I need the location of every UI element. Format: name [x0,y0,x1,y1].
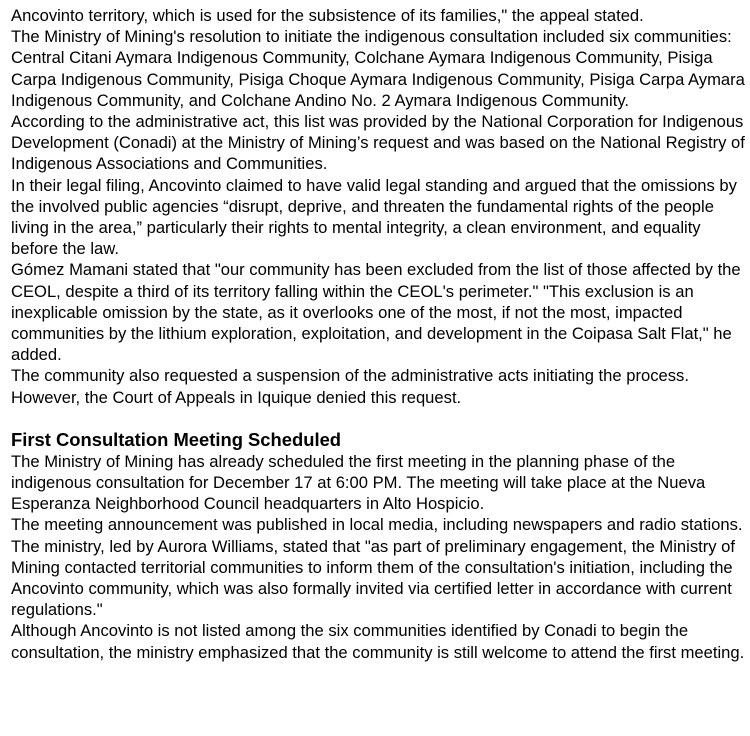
section-spacer [11,408,750,429]
paragraph-welcome: Although Ancovinto is not listed among the six communities identified by Conadi to begin the consultation, the ministry emphasized that the community is still welcome to attend the first meeting. [11,621,745,662]
paragraph-legal-filing: In their legal filing, Ancovinto claimed to have valid legal standing and argued that the omissions by the involved public agencies “disrupt, deprive, and threaten the fundamental rights of the people living in the area,” particularly their rights to mental integrity, a clean environment, and equality before the law. [11,175,737,259]
paragraph-ministry-resolution: The Ministry of Mining's resolution to initiate the indigenous consultation included six communities: Central Citani Aymara Indigenous Community, Colchane Aymara Indigenous Community, Pisiga Carpa Indigenous Community, Pisiga Choque Aymara Indigenous Community, Pisiga Carpa Aymara Indigenous Community, and Colchane Andino No. 2 Aymara Indigenous Community. [11,27,745,110]
paragraph-first-meeting: The Ministry of Mining has already scheduled the first meeting in the planning phase of the indigenous consultation for December 17 at 6:00 PM. The meeting will take place at the Nueva Esperanza Neighborhood Council headquarters in Alto Hospicio. [11,451,706,514]
paragraph-suspension-request: The community also requested a suspension of the administrative acts initiating the process. However, the Court of Appeals in Iquique denied this request. [11,366,689,407]
paragraph-gomez-mamani: Gómez Mamani stated that "our community has been excluded from the list of those affected by the CEOL, despite a third of its territory falling within the CEOL's perimeter." "This exclusion is an inexplicable omission by the state, as it overlooks one of the most, if not the most, impacted communities by the lithium exploration, exploitation, and development in the Coipasa Salt Flat," he added. [11,260,741,365]
paragraph-announcement: The meeting announcement was published in local media, including newspapers and radio stations. The ministry, led by Aurora Williams, stated that "as part of preliminary engagement, the Ministry of Mining contacted territorial communities to inform them of the consultation's initiation, including the Ancovinto community, which was also formally invited via certified letter in accordance with current regulations." [11,515,743,620]
paragraph-administrative-act: According to the administrative act, this list was provided by the National Corporation for Indigenous Development (Conadi) at the Ministry of Mining’s request and was based on the National Registry of Indigenous Associations and Communities. [11,112,745,174]
paragraph-appeal-quote: Ancovinto territory, which is used for the subsistence of its families," the appeal stated. [11,6,644,25]
section-heading: First Consultation Meeting Scheduled [11,428,342,450]
